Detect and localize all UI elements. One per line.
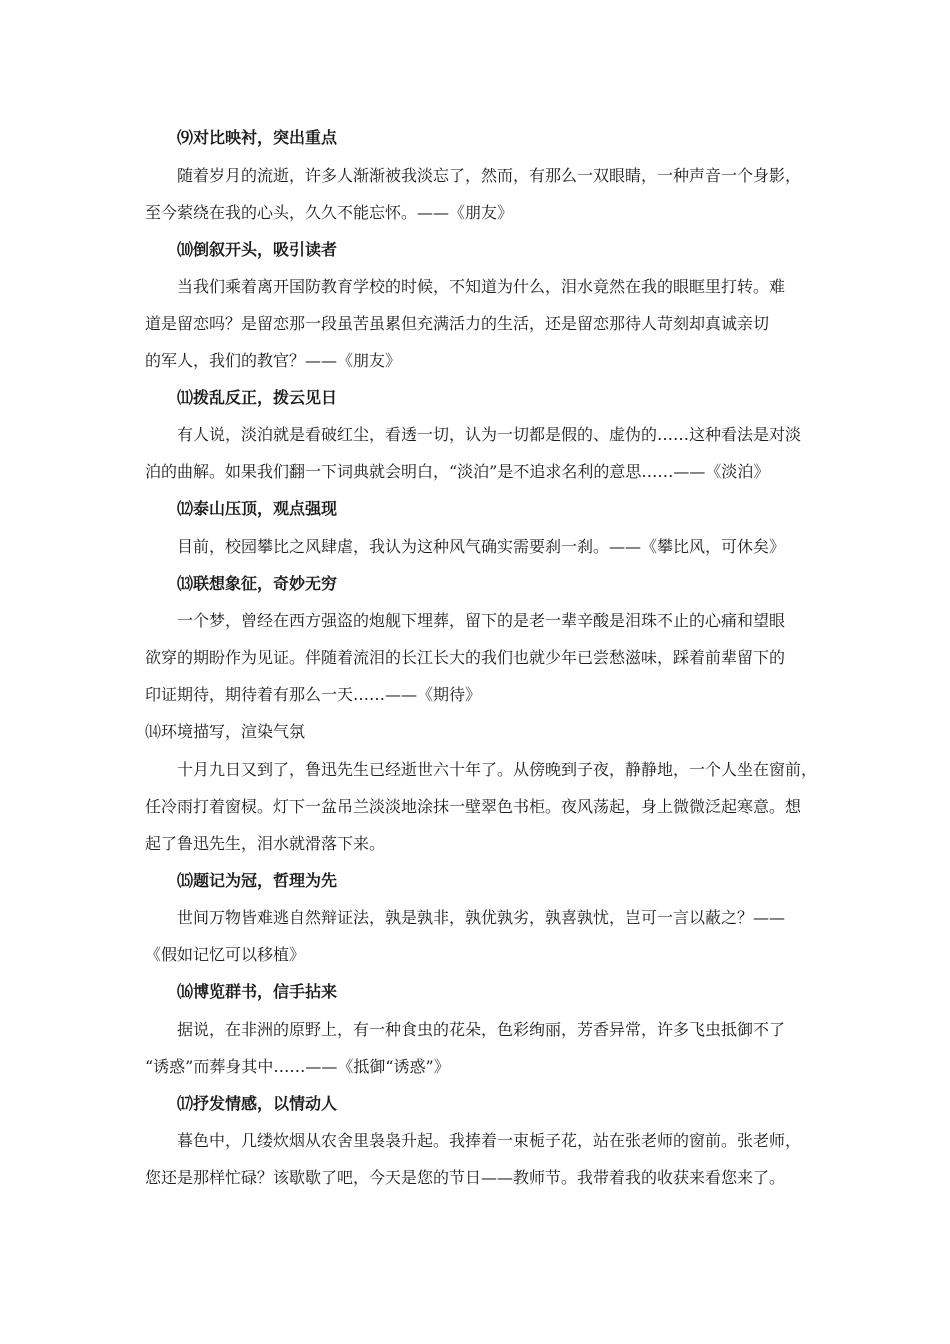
paragraph-line: 当我们乘着离开国防教育学校的时候，不知道为什么，泪水竟然在我的眼眶里打转。难 [177, 277, 786, 296]
paragraph-line: 至今萦绕在我的心头，久久不能忘怀。——《朋友》 [145, 203, 514, 222]
paragraph-line: 道是留恋吗？是留恋那一段虽苦虽累但充满活力的生活，还是留恋那待人苛刻却真诚亲切 [145, 314, 770, 333]
paragraph-line: 随着岁月的流逝，许多人渐渐被我淡忘了，然而，有那么一双眼睛，一种声音一个身影， [177, 166, 802, 185]
paragraph-line: 印证期待，期待着有那么一天……——《期待》 [145, 685, 482, 704]
paragraph-line: 世间万物皆难逃自然辩证法，孰是孰非，孰优孰劣，孰喜孰忧，岂可一言以蔽之？—— [177, 908, 786, 927]
section-heading: ⒀联想象征，奇妙无穷 [177, 574, 338, 593]
paragraph-line: 起了鲁迅先生，泪水就滑落下来。 [145, 834, 386, 853]
paragraph-line: 泊的曲解。如果我们翻一下词典就会明白，“淡泊”是不追求名利的意思……——《淡泊》 [145, 462, 770, 481]
paragraph-line: 有人说，淡泊就是看破红尘，看透一切，认为一切都是假的、虚伪的……这种看法是对淡 [177, 425, 802, 444]
section-heading: ⒄抒发情感，以情动人 [177, 1094, 338, 1113]
paragraph-line: 目前，校园攀比之风肆虐，我认为这种风气确实需要刹一刹。——《攀比风，可休矣》 [177, 537, 786, 556]
section-heading: ⒂题记为冠，哲理为先 [177, 871, 338, 890]
paragraph-line: 您还是那样忙碌？该歇歇了吧，今天是您的节日——教师节。我带着我的收获来看您来了。 [145, 1168, 786, 1187]
section-heading: ⒃博览群书，信手拈来 [177, 982, 338, 1001]
paragraph-line: 一个梦，曾经在西方强盗的炮舰下埋葬，留下的是老一辈辛酸是泪珠不止的心痛和望眼 [177, 611, 786, 630]
paragraph-line: 的军人，我们的教官？——《朋友》 [145, 351, 402, 370]
paragraph-line: 十月九日又到了，鲁迅先生已经逝世六十年了。从傍晚到子夜，静静地，一个人坐在窗前， [177, 760, 818, 779]
paragraph-line: 欲穿的期盼作为见证。伴随着流泪的长江长大的我们也就少年已尝愁滋味，踩着前辈留下的 [145, 648, 786, 667]
paragraph-line: 暮色中，几缕炊烟从农舍里袅袅升起。我捧着一束栀子花，站在张老师的窗前。张老师， [177, 1131, 802, 1150]
section-heading: ⑾拨乱反正，拨云见日 [177, 388, 338, 407]
paragraph-line: “诱惑”而葬身其中……——《抵御“诱惑”》 [145, 1057, 450, 1076]
section-heading: ⑽倒叙开头，吸引读者 [177, 240, 338, 259]
paragraph-line: 据说，在非洲的原野上，有一种食虫的花朵，色彩绚丽，芳香异常，许多飞虫抵御不了 [177, 1020, 786, 1039]
paragraph-line: 任冷雨打着窗棂。灯下一盆吊兰淡淡地涂抹一壁翠色书柜。夜风荡起，身上微微泛起寒意。想 [145, 797, 802, 816]
section-heading: ⑼对比映衬，突出重点 [177, 128, 338, 147]
paragraph-line: 《假如记忆可以移植》 [145, 945, 306, 964]
section-heading: ⑿泰山压顶，观点强现 [177, 499, 338, 518]
section-heading: ⒁环境描写，渲染气氛 [145, 722, 306, 741]
